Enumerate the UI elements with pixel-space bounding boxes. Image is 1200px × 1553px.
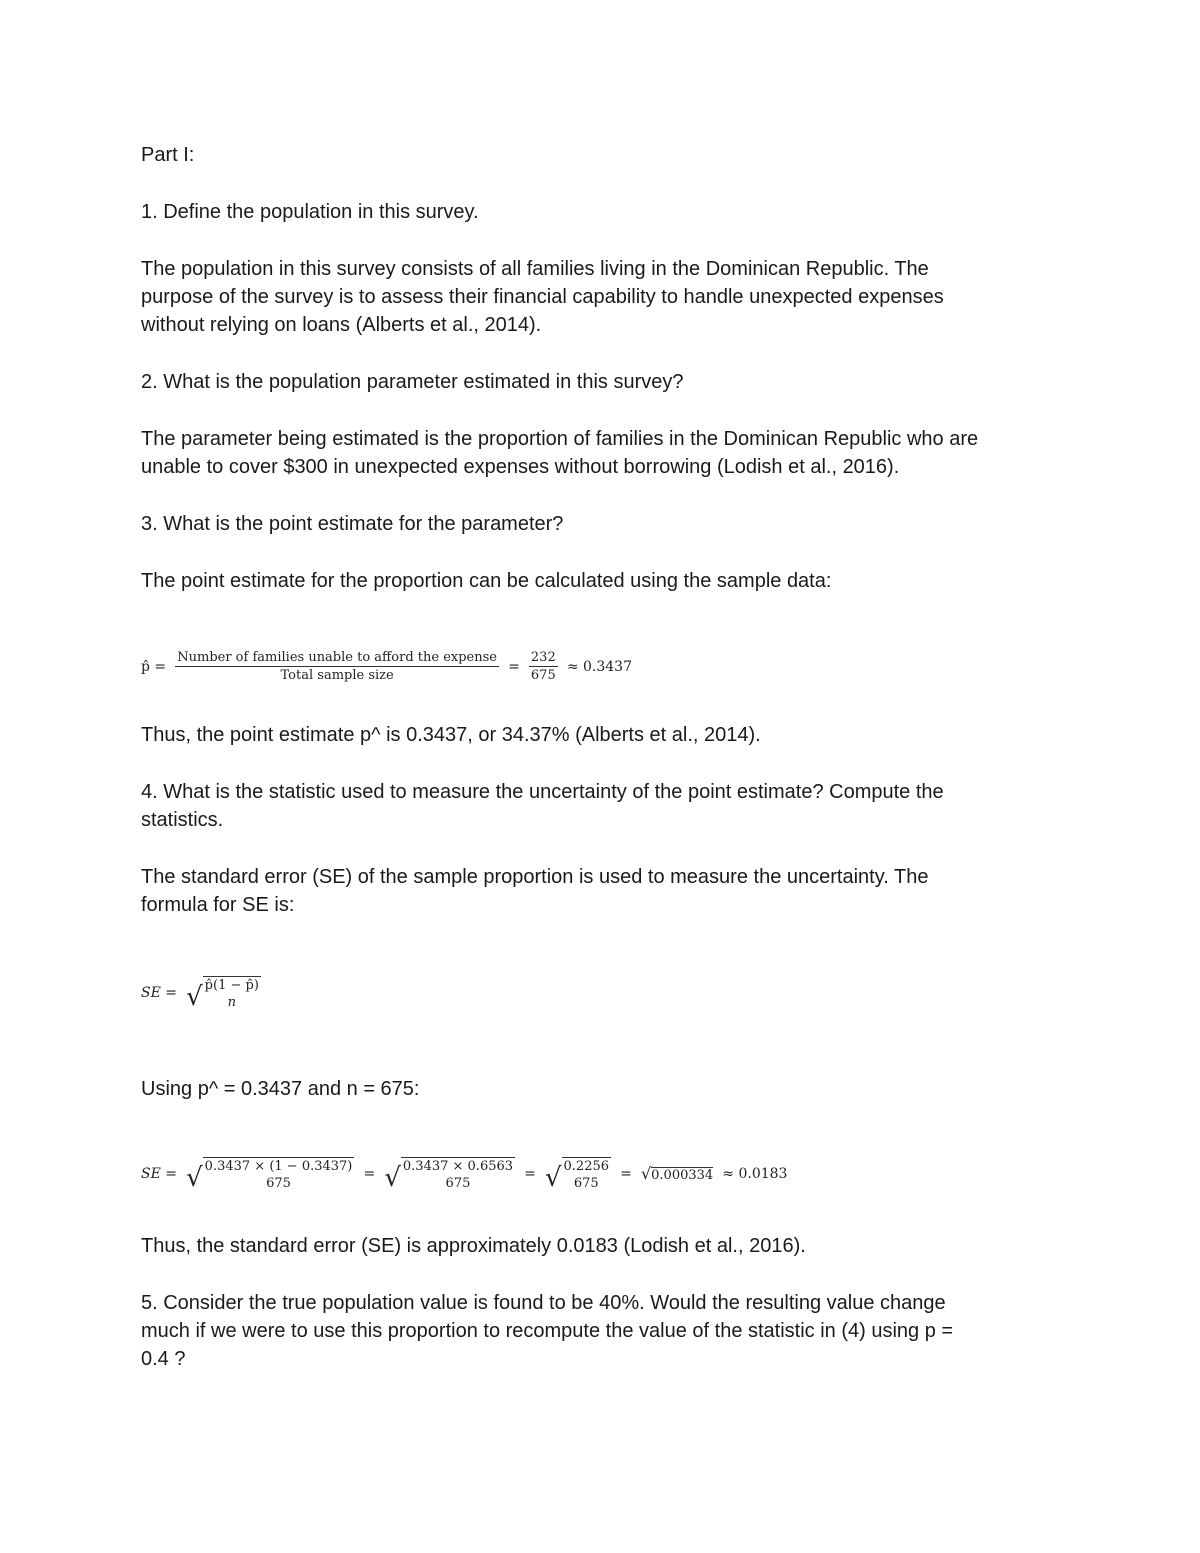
answer-4-conclusion: Thus, the standard error (SE) is approximately 0.0183 (Lodish et al., 2016). (141, 1235, 806, 1257)
eq3-sqrt-1 (186, 1157, 354, 1191)
sqrt-icon: √ (544, 1163, 562, 1193)
eq1-lhs: p̂ = (141, 658, 167, 675)
eq3-root-value: 0.000334 (651, 1167, 714, 1183)
eq1-fraction-2 (529, 650, 558, 683)
eq3-numerator-3: 0.2256 (563, 1159, 610, 1174)
eq3-equals-3: = (620, 1166, 632, 1182)
eq3-numerator-1: 0.3437 × (1 − 0.3437) (204, 1159, 353, 1174)
question-4-line-2: statistics. (141, 809, 224, 831)
sqrt-icon: √ (186, 982, 203, 1012)
eq1-numerator: Number of families unable to afford the expense (177, 650, 497, 665)
point-estimate-equation (141, 650, 636, 683)
eq1-denominator: Total sample size (280, 668, 394, 683)
eq2-fraction (203, 978, 261, 1010)
eq2-denominator: n (227, 995, 236, 1010)
eq1-fraction (175, 650, 499, 683)
answer-3: The point estimate for the proportion can be calculated using the sample data: (141, 570, 832, 592)
eq1-denominator-2: 675 (530, 668, 556, 683)
question-4-line-1: 4. What is the statistic used to measure the uncertainty of the point estimate? Compute the (141, 781, 944, 803)
eq1-numerator-2: 232 (530, 650, 556, 665)
eq2-sqrt (186, 976, 261, 1010)
answer-4-line-1: The standard error (SE) of the sample proportion is used to measure the uncertainty. The (141, 866, 929, 888)
question-5-line-2: much if we were to use this proportion to recompute the value of the statistic in (4) using p = (141, 1320, 954, 1342)
answer-4-line-2: formula for SE is: (141, 894, 295, 916)
eq3-equals-2: = (524, 1166, 536, 1182)
answer-4-using: Using p^ = 0.3437 and n = 675: (141, 1078, 420, 1100)
answer-2-line-2: unable to cover $300 in unexpected expenses without borrowing (Lodish et al., 2016). (141, 456, 900, 478)
eq3-denominator-1: 675 (266, 1176, 291, 1191)
sqrt-icon: √ (384, 1163, 401, 1193)
question-3: 3. What is the point estimate for the parameter? (141, 513, 564, 535)
answer-1-line-2: purpose of the survey is to assess their financial capability to handle unexpected expenses (141, 286, 944, 308)
sqrt-icon: √ (186, 1163, 203, 1193)
eq3-sqrt-4 (641, 1164, 718, 1183)
eq1-equals: = (508, 658, 520, 675)
eq3-fraction-2 (401, 1159, 515, 1191)
question-5-line-1: 5. Consider the true population value is found to be 40%. Would the resulting value change (141, 1292, 946, 1314)
question-5-line-3: 0.4 ? (141, 1348, 186, 1370)
answer-1-line-1: The population in this survey consists of all families living in the Dominican Republic. The (141, 258, 929, 280)
answer-3-conclusion: Thus, the point estimate p^ is 0.3437, or 34.37% (Alberts et al., 2014). (141, 724, 761, 746)
eq3-denominator-3: 675 (573, 1176, 599, 1191)
eq3-fraction-3 (562, 1159, 612, 1191)
eq3-result: ≈ 0.0183 (722, 1166, 788, 1182)
se-computation-equation (141, 1157, 791, 1191)
question-2: 2. What is the population parameter estimated in this survey? (141, 371, 684, 393)
answer-2-line-1: The parameter being estimated is the proportion of families in the Dominican Republic who are (141, 428, 979, 450)
eq3-numerator-2: 0.3437 × 0.6563 (402, 1159, 514, 1174)
eq3-sqrt-2 (384, 1157, 515, 1191)
eq3-sqrt-3 (545, 1157, 611, 1191)
eq2-numerator: p̂(1 − p̂) (204, 978, 259, 993)
eq3-equals-1: = (363, 1166, 376, 1182)
eq1-result: ≈ 0.3437 (566, 658, 632, 675)
eq3-fraction-1 (203, 1159, 355, 1191)
answer-1-line-3: without relying on loans (Alberts et al., 2014). (141, 314, 542, 336)
eq3-lhs: SE = (141, 1166, 177, 1182)
eq2-lhs: SE = (141, 985, 177, 1001)
eq3-denominator-2: 675 (445, 1176, 471, 1191)
question-1: 1. Define the population in this survey. (141, 201, 479, 223)
sqrt-icon: √ (640, 1163, 652, 1183)
part-heading: Part I: (141, 144, 195, 166)
se-formula-equation (141, 976, 261, 1010)
